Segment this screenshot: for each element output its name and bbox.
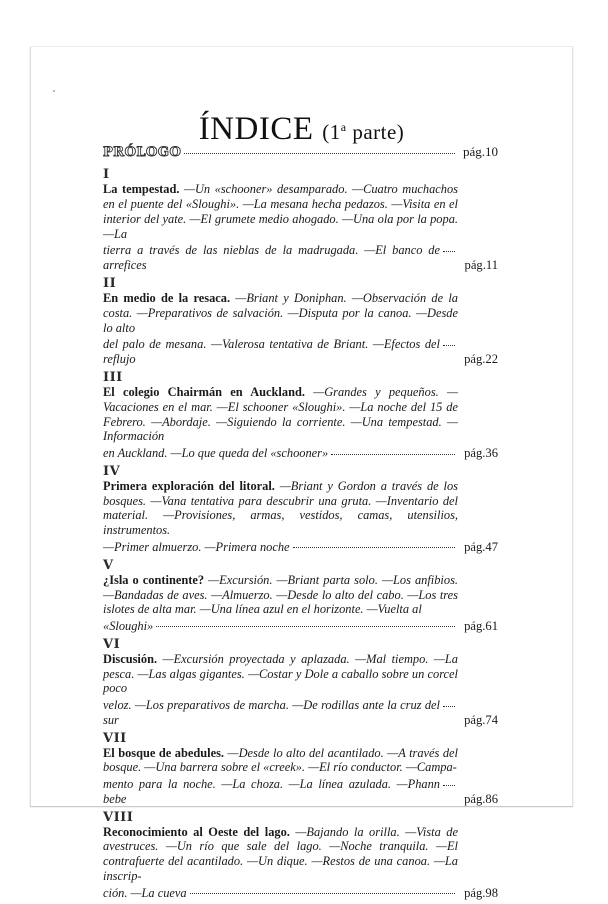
chapter-last-line	[103, 696, 458, 727]
chapter-entry	[103, 479, 498, 555]
leader-dots	[443, 775, 455, 787]
chapter-list	[103, 168, 498, 900]
chapter-numeral: III	[103, 369, 123, 385]
prologue-label: PRÓLOGO	[103, 145, 182, 160]
toc-chapter-4[interactable]	[103, 465, 498, 555]
chapter-events: —Desde lo alto del acantilado. —A través del bosque. —Una barrera sobre el «creek». —El río conductor. —Campa-	[103, 745, 458, 775]
chapter-title: El colegio Chairmán en Auckland.	[103, 384, 305, 399]
chapter-last-line	[103, 775, 458, 806]
subtitle-superscript: a	[340, 120, 347, 134]
chapter-last-line	[103, 242, 458, 273]
chapter-title: Reconocimiento al Oeste del lago.	[103, 824, 290, 839]
toc-entry-prologue[interactable]	[103, 143, 498, 161]
table-of-contents	[103, 143, 498, 904]
chapter-events-end: veloz. —Los preparativos de marcha. —De rodillas ante la cruz del sur	[103, 697, 440, 727]
chapter-numeral: II	[103, 275, 117, 291]
chapter-summary	[103, 385, 458, 461]
chapter-events-end: ción. —La cueva	[103, 885, 187, 900]
chapter-numeral: V	[103, 557, 114, 573]
chapter-page-number: pág.86	[464, 791, 498, 806]
chapter-summary	[103, 652, 458, 728]
chapter-title: En medio de la resaca.	[103, 290, 231, 305]
book-page	[30, 46, 573, 900]
chapter-numeral: IV	[103, 463, 121, 479]
toc-chapter-7[interactable]	[103, 732, 498, 807]
chapter-events: —Briant y Gordon a través de los bosques. —Vana tentativa para descubrir una gruta. —Inventario del material. —Provisiones, armas, vestidos, camas, utensilios, instrumentos.	[103, 478, 458, 538]
chapter-events: —Excursión proyectada y aplazada. —Mal tiempo. —La pesca. —Las algas gigantes. —Costar y Dole a caballo sobre un corcel poco	[103, 651, 458, 696]
chapter-events-end: mento para la noche. —La choza. —La línea azulada. —Phann bebe	[103, 776, 440, 806]
toc-chapter-8[interactable]	[103, 811, 498, 901]
prologue-page-number: pág.10	[462, 144, 498, 159]
chapter-title: El bosque de abedules.	[103, 745, 225, 760]
chapter-events-end: —Primer almuerzo. —Primera noche	[103, 539, 290, 554]
chapter-events-end: tierra a través de las nieblas de la madrugada. —El banco de arrefices	[103, 243, 440, 272]
toc-chapter-5[interactable]	[103, 559, 498, 634]
leader-dots	[293, 538, 455, 550]
paper-speck	[53, 90, 55, 92]
chapter-title: Discusión.	[103, 651, 158, 666]
leader-dots	[190, 884, 455, 896]
chapter-last-line	[103, 336, 458, 367]
chapter-events-end: «Sloughi»	[103, 618, 154, 633]
chapter-events: —Briant y Doniphan. —Observación de la costa. —Preparativos de salvación. —Disputa por la canoa. —Desde lo alto	[103, 290, 459, 335]
chapter-page-number: pág.61	[464, 618, 498, 633]
chapter-page-number: pág.47	[464, 539, 498, 554]
chapter-events: —Grandes y pequeños. —Vacaciones en el mar. —El schooner «Sloughi». —La noche del 15 de Febrero. —Abordaje. —Siguiendo la corriente. —Una tempestad. —Información	[103, 384, 458, 444]
chapter-entry	[103, 825, 498, 901]
chapter-numeral: VII	[103, 730, 127, 746]
leader-dots	[184, 143, 455, 156]
toc-chapter-6[interactable]	[103, 638, 498, 728]
chapter-last-line	[103, 617, 458, 633]
chapter-summary	[103, 825, 458, 901]
chapter-title: Primera exploración del litoral.	[103, 478, 275, 493]
chapter-summary	[103, 479, 458, 555]
chapter-last-line	[103, 884, 458, 900]
chapter-numeral: VI	[103, 636, 121, 652]
chapter-entry	[103, 291, 498, 367]
subtitle-open: (1	[322, 120, 341, 144]
title-main: ÍNDICE	[198, 111, 314, 147]
chapter-title: ¿Isla o continente?	[103, 572, 205, 587]
chapter-entry	[103, 746, 498, 807]
chapter-page-number: pág.22	[464, 351, 498, 366]
toc-chapter-1[interactable]	[103, 168, 498, 273]
chapter-numeral: I	[103, 167, 110, 182]
chapter-numeral: VIII	[103, 809, 134, 825]
chapter-summary	[103, 182, 458, 273]
subtitle-close: parte)	[346, 120, 405, 144]
chapter-last-line	[103, 538, 458, 554]
chapter-entry	[103, 652, 498, 728]
chapter-events-end: del palo de mesana. —Valerosa tentativa de Briant. —Efectos del reflujo	[103, 336, 440, 366]
chapter-summary	[103, 291, 458, 367]
chapter-summary	[103, 746, 458, 807]
leader-dots	[443, 336, 455, 348]
chapter-events-end: en Auckland. —Lo que queda del «schooner»	[103, 445, 329, 460]
leader-dots	[331, 444, 455, 456]
leader-dots	[443, 242, 455, 254]
chapter-events: —Un «schooner» desamparado. —Cuatro muchachos en el puente del «Sloughi». —La mesana hecha pedazos. —Visita en el interior del yate. —El grumete medio ahogado. —Una ola por la popa. —La	[103, 182, 458, 241]
chapter-page-number: pág.74	[464, 712, 498, 727]
chapter-page-number: pág.98	[464, 885, 498, 900]
chapter-page-number: pág.11	[464, 257, 498, 272]
chapter-events: —Bajando la orilla. —Vista de avestruces. —Un río que sale del lago. —Noche tranquila. —El contrafuerte del acantilado. —Un dique. —Restos de una canoa. —La inscrip-	[103, 824, 458, 884]
chapter-summary	[103, 573, 458, 634]
toc-chapter-3[interactable]	[103, 371, 498, 461]
chapter-entry	[103, 385, 498, 461]
chapter-events: —Excursión. —Briant parta solo. —Los anfibios. —Bandadas de aves. —Almuerzo. —Desde lo alto del cabo. —Los tres islotes de alta mar. —Una línea azul en el horizonte. —Vuelta al	[103, 572, 458, 617]
chapter-last-line	[103, 444, 458, 460]
chapter-page-number: pág.36	[464, 445, 498, 460]
chapter-entry	[103, 573, 498, 634]
toc-chapter-2[interactable]	[103, 277, 498, 367]
chapter-entry	[103, 182, 498, 273]
leader-dots	[156, 617, 455, 629]
title-subtitle	[322, 120, 404, 144]
chapter-title: La tempestad.	[103, 182, 180, 196]
leader-dots	[443, 696, 455, 708]
